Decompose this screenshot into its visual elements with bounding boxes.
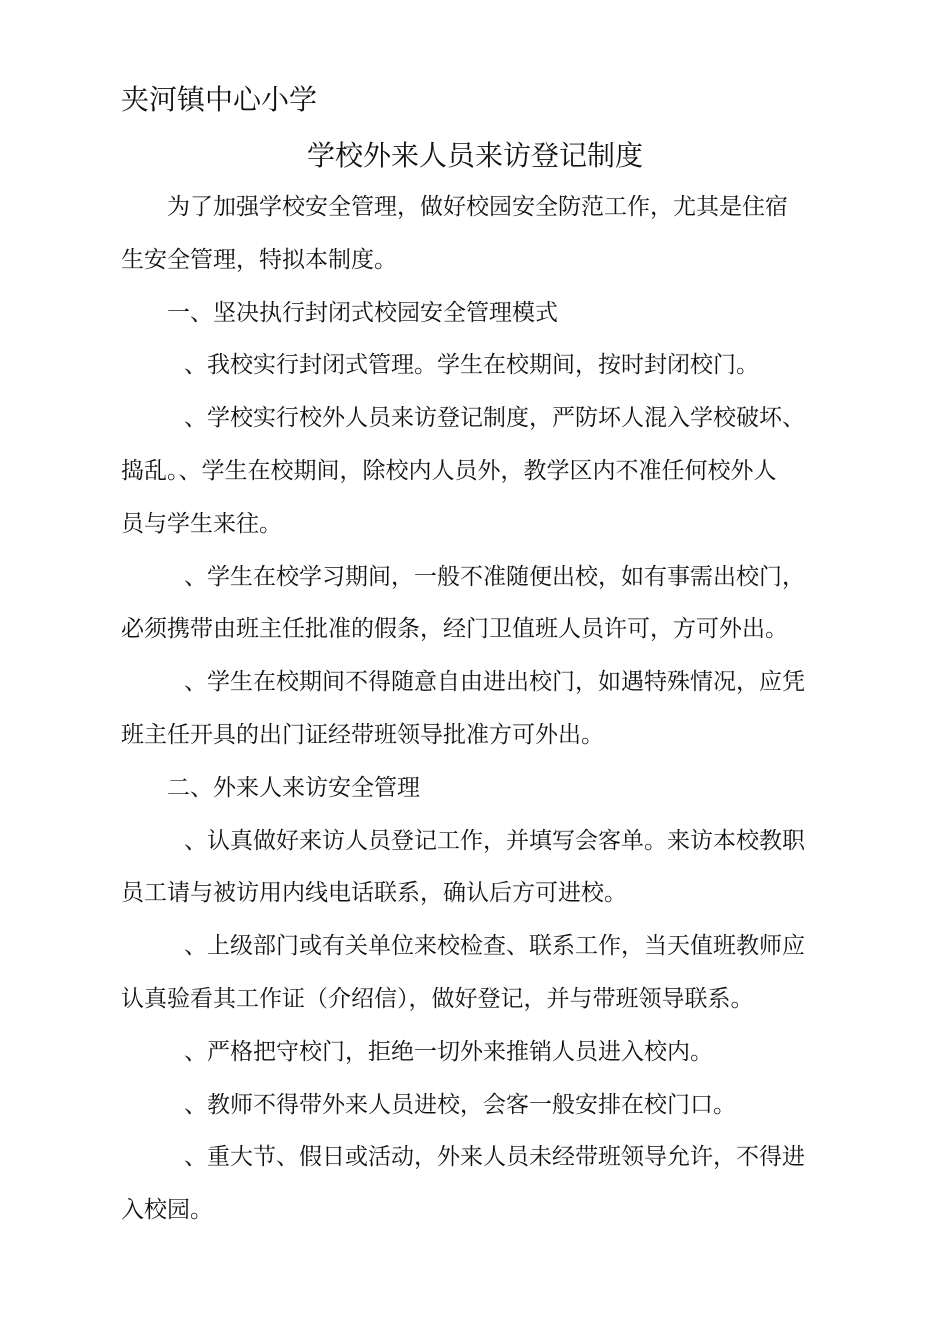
document-body bbox=[121, 181, 837, 1237]
body-line: 、教师不得带外来人员进校，会客一般安排在校门口。 bbox=[184, 1091, 736, 1118]
body-line: 、认真做好来访人员登记工作，并填写会客单。来访本校教职 bbox=[184, 827, 805, 854]
body-line: 生安全管理，特拟本制度。 bbox=[121, 246, 397, 273]
body-line: 员工请与被访用内线电话联系，确认后方可进校。 bbox=[121, 880, 627, 907]
school-name: 夹河镇中心小学 bbox=[121, 83, 318, 116]
body-line: 为了加强学校安全管理，做好校园安全防范工作，尤其是住宿 bbox=[167, 194, 788, 220]
body-line: 、我校实行封闭式管理。学生在校期间，按时封闭校门。 bbox=[184, 352, 759, 379]
body-line: 、学生在校学习期间，一般不准随便出校，如有事需出校门， bbox=[184, 563, 805, 590]
body-line: 、重大节、假日或活动，外来人员未经带班领导允许，不得进 bbox=[184, 1144, 805, 1171]
body-line: 班主任开具的出门证经带班领导批准方可外出。 bbox=[121, 721, 604, 748]
body-line: 必须携带由班主任批准的假条，经门卫值班人员许可，方可外出。 bbox=[121, 616, 788, 643]
body-line: 、严格把守校门，拒绝一切外来推销人员进入校内。 bbox=[184, 1038, 713, 1065]
body-line: 认真验看其工作证（介绍信），做好登记，并与带班领导联系。 bbox=[121, 985, 754, 1012]
body-line: 捣乱。、学生在校期间，除校内人员外，教学区内不准任何校外人 bbox=[121, 457, 777, 484]
document-title: 学校外来人员来访登记制度 bbox=[306, 139, 643, 172]
body-line: 、学生在校期间不得随意自由进出校门，如遇特殊情况，应凭 bbox=[184, 669, 805, 696]
section-heading-2: 二、外来人来访安全管理 bbox=[167, 774, 420, 801]
body-line: 入校园。 bbox=[121, 1197, 213, 1224]
section-heading-1: 一、坚决执行封闭式校园安全管理模式 bbox=[167, 299, 558, 326]
body-line: 、上级部门或有关单位来校检查、联系工作，当天值班教师应 bbox=[184, 933, 805, 960]
body-line: 员与学生来往。 bbox=[121, 510, 282, 537]
body-line: 、学校实行校外人员来访登记制度，严防坏人混入学校破坏、 bbox=[184, 405, 805, 432]
